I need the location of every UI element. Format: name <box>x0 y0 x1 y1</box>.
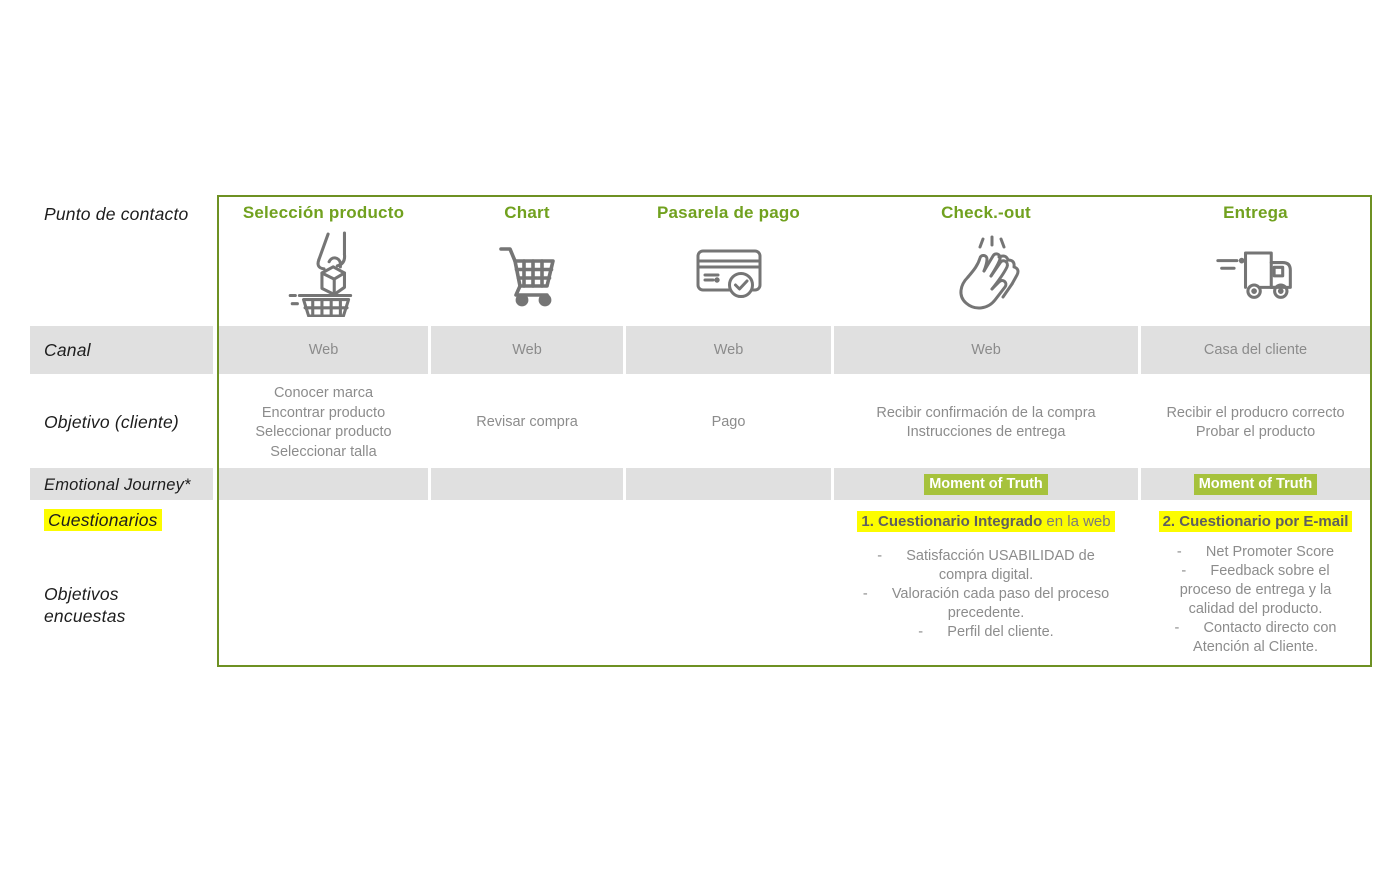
questionnaires-highlight: Cuestionarios <box>44 509 162 531</box>
emotional-journey-cell <box>431 468 623 500</box>
questionnaire-title: 1. Cuestionario Integrado <box>861 512 1043 530</box>
hand-basket-icon <box>287 231 361 317</box>
objective-cell: Revisar compra <box>476 414 578 431</box>
questionnaire-cell <box>1141 506 1370 536</box>
objective-cell: Conocer marca Encontrar producto Seleccionar producto Seleccionar talla <box>255 385 392 460</box>
column-seleccion-producto <box>219 195 428 663</box>
column-header: Chart <box>504 203 550 222</box>
row-label-channel: Canal <box>44 340 91 360</box>
column-chart <box>431 195 623 663</box>
column-entrega <box>1141 195 1370 663</box>
objective-cell: Pago <box>711 414 746 431</box>
survey-objectives-cell: - Net Promoter Score - Feedback sobre el proceso de entrega y la calidad del producto. - Contacto directo con Atención al Cliente. <box>1174 544 1337 655</box>
channel-cell: Casa del cliente <box>1141 326 1370 374</box>
channel-cell: Web <box>626 326 831 374</box>
column-header: Selección producto <box>242 203 405 222</box>
column-header: Pasarela de pago <box>656 203 801 222</box>
row-label-emotional-journey: Emotional Journey* <box>44 476 191 494</box>
column-pasarela-de-pago <box>626 195 831 663</box>
channel-cell: Web <box>219 326 428 374</box>
emotional-journey-cell <box>834 468 1138 500</box>
questionnaire-title: 2. Cuestionario por E-mail <box>1162 512 1349 530</box>
delivery-truck-icon <box>1215 243 1297 305</box>
survey-objectives-cell: - Satisfacción USABILIDAD de compra digital. - Valoración cada paso del proceso precedente. - Perfil del cliente. <box>862 548 1110 640</box>
moment-of-truth-badge: Moment of Truth <box>924 474 1048 495</box>
row-label-touchpoint: Punto de contacto <box>44 204 189 224</box>
questionnaire-cell <box>834 506 1138 536</box>
clapping-hands-icon <box>946 233 1026 315</box>
questionnaire-highlight <box>1159 511 1353 532</box>
moment-of-truth-badge: Moment of Truth <box>1194 474 1318 495</box>
channel-cell: Web <box>431 326 623 374</box>
objective-cell: Recibir confirmación de la compra Instrucciones de entrega <box>876 404 1096 440</box>
channel-cell: Web <box>834 326 1138 374</box>
emotional-journey-cell <box>626 468 831 500</box>
column-check-out <box>834 195 1138 663</box>
shopping-cart-icon <box>495 241 559 307</box>
questionnaire-highlight <box>857 511 1114 532</box>
emotional-journey-cell <box>1141 468 1370 500</box>
objective-cell: Recibir el producro correcto Probar el producto <box>1166 404 1345 440</box>
column-header: Check.-out <box>941 203 1031 222</box>
row-label-questionnaires <box>44 510 162 531</box>
column-header: Entrega <box>1223 203 1288 222</box>
row-label-objective: Objetivo (cliente) <box>44 412 179 432</box>
credit-card-icon <box>695 246 763 302</box>
questionnaire-suffix: en la web <box>1042 512 1111 530</box>
row-label-survey-objectives: Objetivos encuestas <box>44 584 126 626</box>
emotional-journey-cell <box>219 468 428 500</box>
